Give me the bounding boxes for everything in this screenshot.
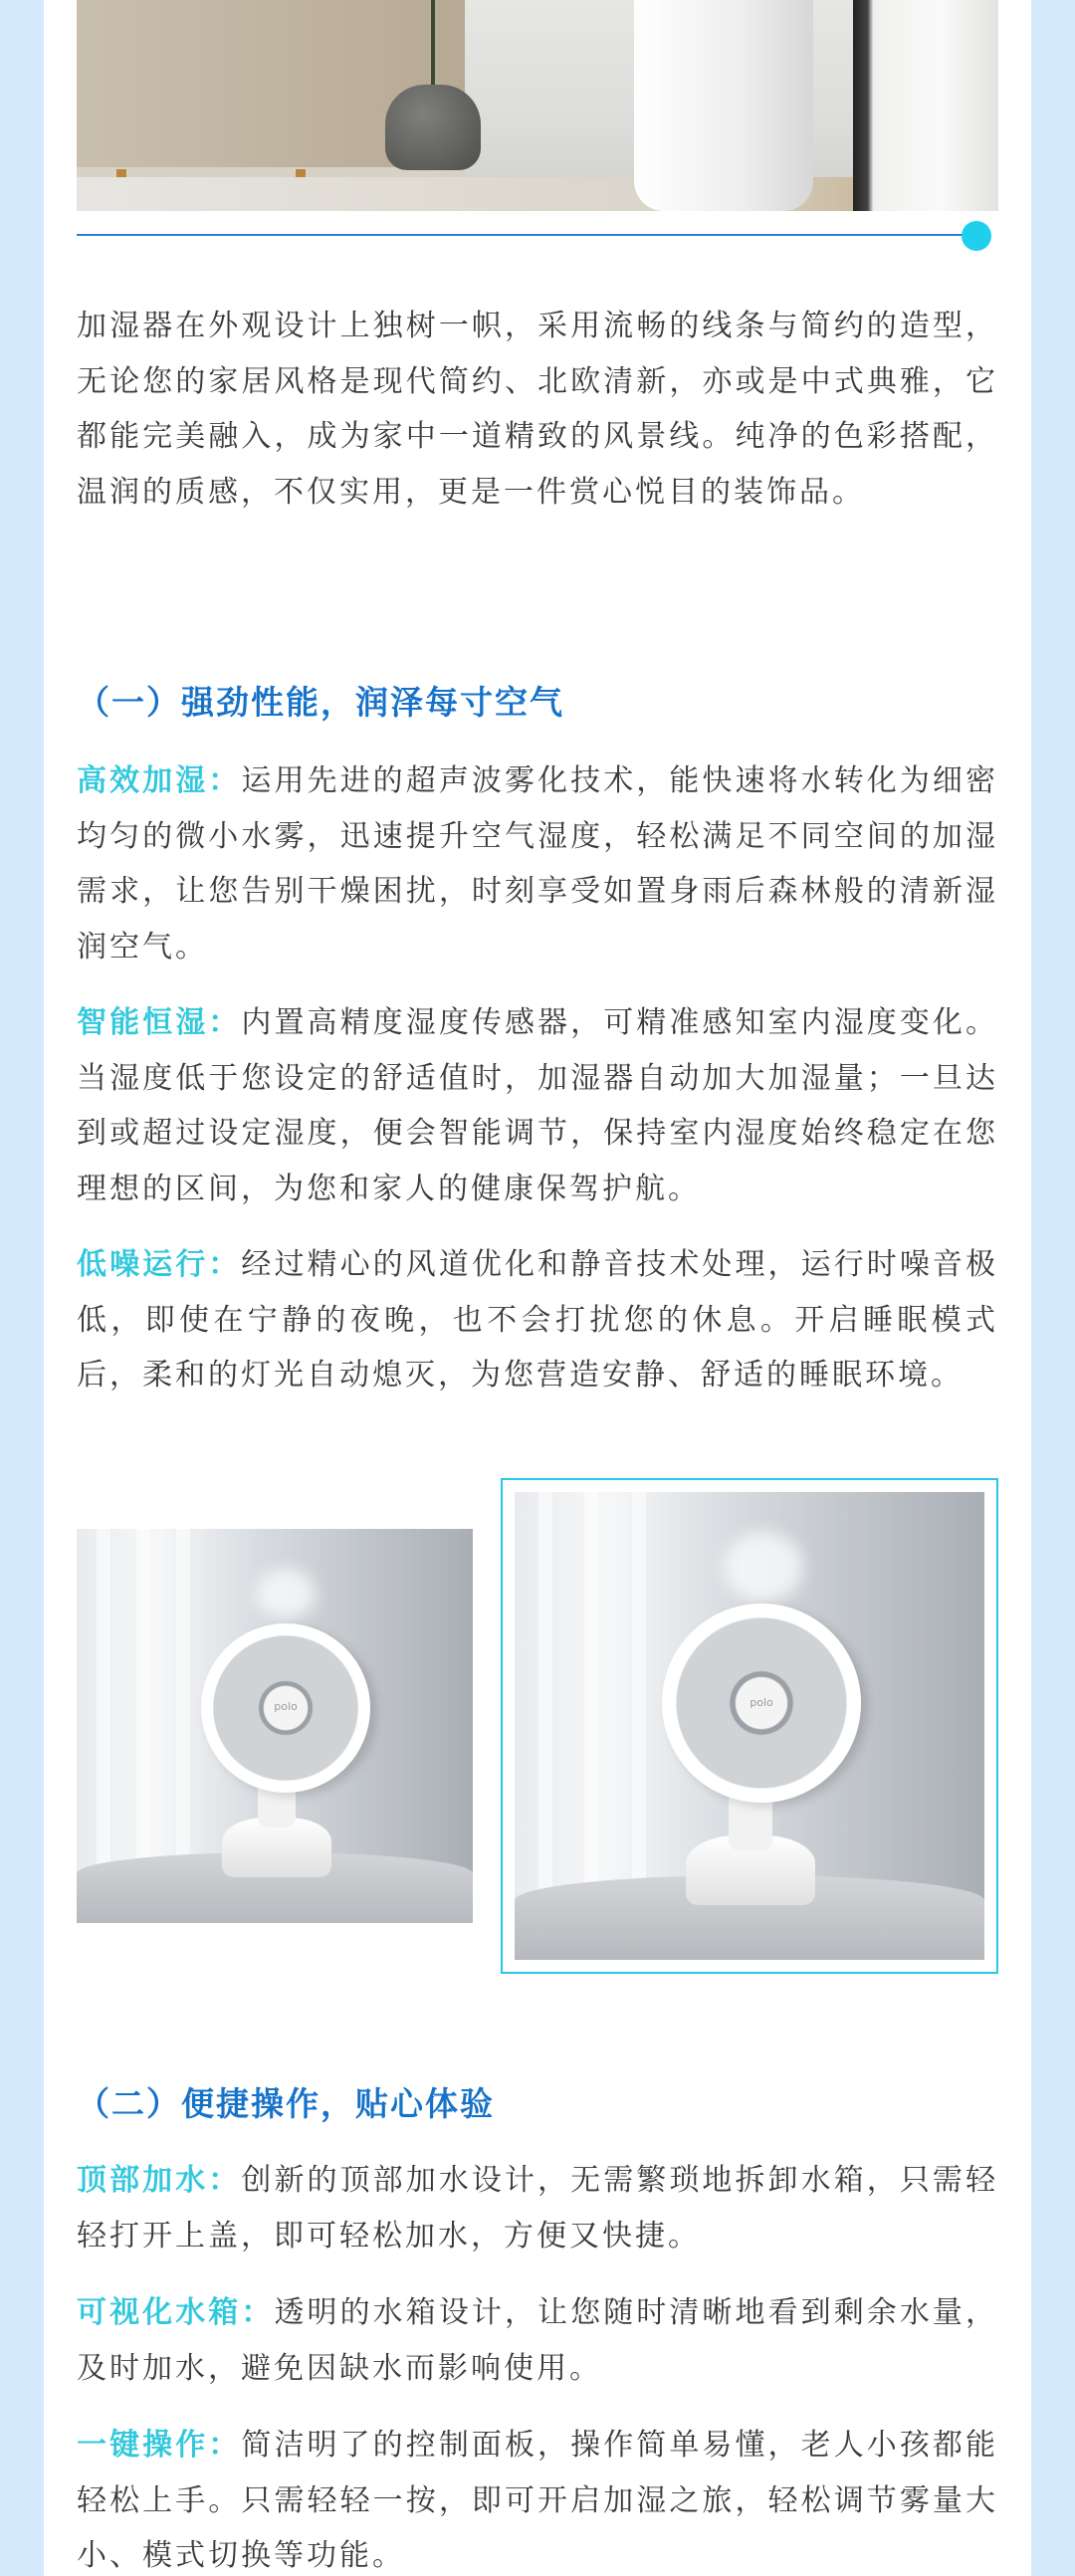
feature-low-noise: 低噪运行：经过精心的风道优化和静音技术处理，运行时噪音极低，即使在宁静的夜晚，也不会打扰您的休息。开启睡眠模式后，柔和的灯光自动熄灭，为您营造安静、舒适的睡眠环境。	[77, 1247, 999, 1393]
feature-visible-tank: 可视化水箱：透明的水箱设计，让您随时清晰地看到剩余水量，及时加水，避免因缺水而影响使用。	[77, 2295, 999, 2386]
product-brand-label: polo	[274, 1700, 298, 1713]
feature-efficient-humidify: 高效加湿：运用先进的超声波雾化技术，能快速将水转化为细密均匀的微小水雾，迅速提升空气湿度，轻松满足不同空间的加湿需求，让您告别干燥困扰，时刻享受如置身雨后森林般的清新湿润空气。	[77, 763, 999, 965]
hero-image-living-room	[77, 0, 998, 211]
humidifier-graphic	[634, 0, 813, 211]
product-photo-left	[77, 1529, 473, 1923]
section-heading-performance: （一）强劲性能，润泽每寸空气	[77, 683, 564, 722]
divider-line	[77, 234, 963, 236]
intro-paragraph: 加湿器在外观设计上独树一帜，采用流畅的线条与简约的造型，无论您的家居风格是现代简约、北欧清新，亦或是中式典雅，它都能完美融入，成为家中一道精致的风景线。纯净的色彩搭配，温润的质感，不仅实用，更是一件赏心悦目的装饰品。	[77, 309, 998, 510]
plant-pot-graphic	[385, 85, 481, 170]
product-brand-label-2: polo	[750, 1696, 773, 1709]
divider-dot	[962, 221, 991, 251]
feature-one-touch: 一键操作：简洁明了的控制面板，操作简单易懂，老人小孩都能轻松上手。只需轻轻一按，即可开启加湿之旅，轻松调节雾量大小、模式切换等功能。	[77, 2428, 999, 2573]
product-photo-right	[515, 1492, 984, 1960]
feature-smart-constant-humidity: 智能恒湿：内置高精度湿度传感器，可精准感知室内湿度变化。当湿度低于您设定的舒适值时，加湿器自动加大加湿量；一旦达到或超过设定湿度，便会智能调节，保持室内湿度始终稳定在您理想的区间，为您和家人的健康保驾护航。	[77, 1005, 999, 1206]
feature-top-fill: 顶部加水：创新的顶部加水设计，无需繁琐地拆卸水箱，只需轻轻打开上盖，即可轻松加水，方便又快捷。	[77, 2163, 999, 2254]
section-heading-operation: （二）便捷操作，贴心体验	[77, 2084, 495, 2123]
window-graphic	[853, 0, 998, 211]
